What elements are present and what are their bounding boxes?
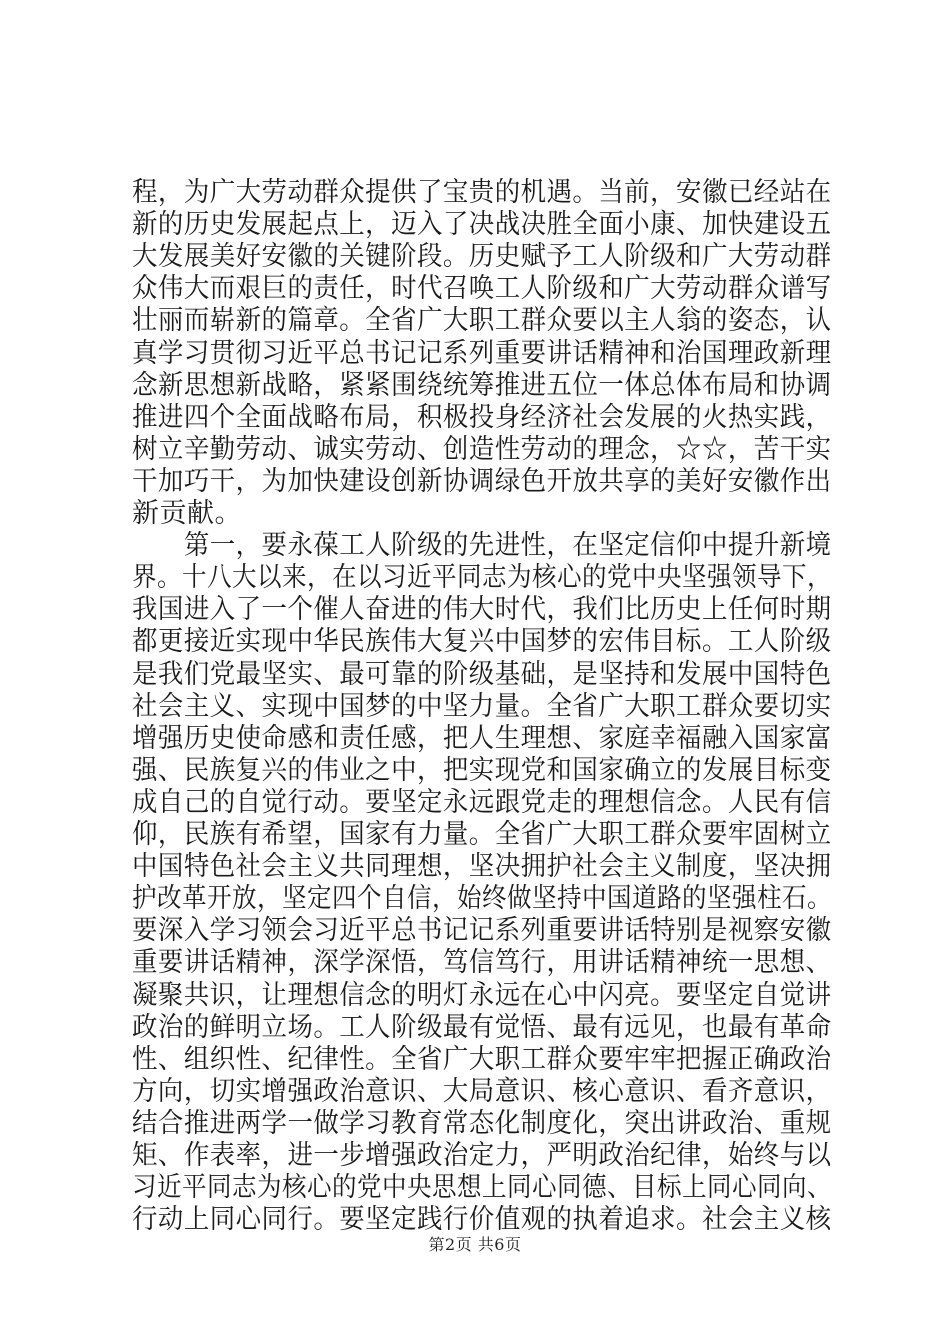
text-line: 凝聚共识，让理想信念的明灯永远在心中闪亮。要坚定自觉讲 [132, 979, 832, 1011]
text-line: 新贡献。 [132, 498, 242, 529]
text-line: 干加巧干，为加快建设创新协调绿色开放共享的美好安徽作出 [132, 465, 832, 497]
text-line: 成自己的自觉行动。要坚定永远跟党走的理想信念。人民有信 [132, 786, 832, 818]
text-line: 众伟大而艰巨的责任，时代召唤工人阶级和广大劳动群众谱写 [132, 273, 832, 305]
text-line: 矩、作表率，进一步增强政治定力，严明政治纪律，始终与以 [132, 1140, 832, 1171]
text-line: 新的历史发展起点上，迈入了决战决胜全面小康、加快建设五 [132, 209, 832, 241]
text-line: 仰，民族有希望，国家有力量。全省广大职工群众要牢固树立 [132, 819, 832, 850]
text-line: 念新思想新战略，紧紧围绕统筹推进五位一体总体布局和协调 [132, 369, 832, 401]
text-line: 强、民族复兴的伟业之中，把实现党和国家确立的发展目标变 [132, 754, 832, 786]
text-line: 结合推进两学一做学习教育常态化制度化，突出讲政治、重规 [132, 1107, 832, 1139]
text-line: 行动上同心同行。要坚定践行价值观的执着追求。社会主义核 [132, 1204, 832, 1236]
text-line: 壮丽而崭新的篇章。全省广大职工群众要以主人翁的姿态，认 [132, 305, 832, 337]
text-line: 我国进入了一个催人奋进的伟大时代，我们比历史上任何时期 [132, 594, 832, 626]
text-line: 大发展美好安徽的关键阶段。历史赋予工人阶级和广大劳动群 [132, 241, 832, 273]
text-line: 要深入学习领会习近平总书记记系列重要讲话特别是视察安徽 [132, 915, 832, 947]
text-line: 重要讲话精神，深学深悟，笃信笃行，用讲话精神统一思想、 [132, 947, 832, 979]
page-footer: 第2页 共6页 [428, 1235, 522, 1254]
text-line: 推进四个全面战略布局，积极投身经济社会发展的火热实践， [132, 401, 832, 433]
text-line: 护改革开放，坚定四个自信，始终做坚持中国道路的坚强柱石。 [132, 883, 833, 915]
text-line: 树立辛勤劳动、诚实劳动、创造性劳动的理念，☆☆，苦干实 [132, 433, 832, 465]
text-line: 第一，要永葆工人阶级的先进性，在坚定信仰中提升新境 [132, 530, 832, 562]
text-line: 性、组织性、纪律性。全省广大职工群众要牢牢把握正确政治 [132, 1043, 832, 1075]
text-line: 界。十八大以来，在以习近平同志为核心的党中央坚强领导下， [132, 562, 833, 594]
text-line: 中国特色社会主义共同理想，坚决拥护社会主义制度，坚决拥 [132, 851, 832, 883]
text-line: 习近平同志为核心的党中央思想上同心同德、目标上同心同向、 [132, 1172, 833, 1204]
text-line: 社会主义、实现中国梦的中坚力量。全省广大职工群众要切实 [132, 690, 832, 722]
text-line: 都更接近实现中华民族伟大复兴中国梦的宏伟目标。工人阶级 [132, 626, 832, 658]
text-line: 程，为广大劳动群众提供了宝贵的机遇。当前，安徽已经站在 [132, 177, 832, 208]
text-line: 政治的鲜明立场。工人阶级最有觉悟、最有远见，也最有革命 [132, 1011, 832, 1043]
text-line: 是我们党最坚实、最可靠的阶级基础，是坚持和发展中国特色 [132, 658, 832, 690]
text-line: 增强历史使命感和责任感，把人生理想、家庭幸福融入国家富 [132, 722, 832, 754]
text-line: 真学习贯彻习近平总书记记系列重要讲话精神和治国理政新理 [132, 337, 832, 369]
text-line: 方向，切实增强政治意识、大局意识、核心意识、看齐意识， [132, 1075, 832, 1107]
